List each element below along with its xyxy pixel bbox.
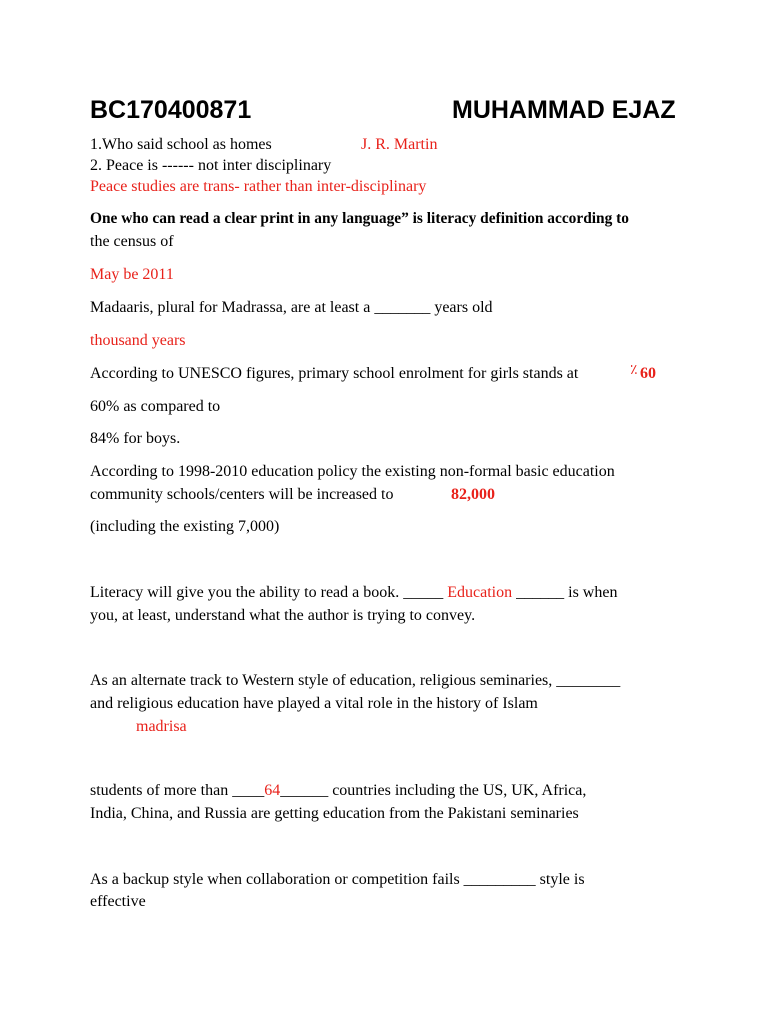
question-5-line-2: 60% as compared to xyxy=(90,398,221,415)
question-3-line-2: the census of xyxy=(90,233,174,250)
question-5-line-1: According to UNESCO figures, primary school enrolment for girls stands at xyxy=(90,365,579,382)
student-id: BC170400871 xyxy=(90,96,252,124)
question-4: Madaaris, plural for Madrassa, are at least a _______ years old xyxy=(90,299,493,316)
answer-5: 60 xyxy=(640,365,656,382)
question-9-post: ______ countries including the US, UK, Africa, xyxy=(280,782,587,799)
student-name: MUHAMMAD EJAZ xyxy=(452,96,676,124)
question-10-line-2: effective xyxy=(90,893,146,910)
question-7-post: ______ is when xyxy=(512,584,618,601)
answer-3: May be 2011 xyxy=(90,266,174,283)
question-1: 1.Who said school as homes xyxy=(90,136,272,153)
question-3-line-1: One who can read a clear print in any language” is literacy definition according to xyxy=(90,210,629,227)
question-5-line-3: 84% for boys. xyxy=(90,430,181,447)
question-7-pre: Literacy will give you the ability to read a book. _____ xyxy=(90,584,448,601)
question-7-line-1 xyxy=(90,582,617,604)
question-2: 2. Peace is ------ not inter disciplinary xyxy=(90,157,332,174)
answer-2: Peace studies are trans- rather than inter-disciplinary xyxy=(90,178,427,195)
answer-5-symbol: ٪ xyxy=(630,363,638,378)
question-9-line-1 xyxy=(90,780,586,802)
answer-9: 64 xyxy=(264,782,281,799)
question-8-line-2: and religious education have played a vital role in the history of Islam xyxy=(90,695,538,712)
question-9-line-2: India, China, and Russia are getting education from the Pakistani seminaries xyxy=(90,805,579,822)
answer-1: J. R. Martin xyxy=(361,136,438,153)
answer-8: madrisa xyxy=(136,718,187,735)
question-6-line-1: According to 1998-2010 education policy the existing non-formal basic education xyxy=(90,463,615,480)
question-9-pre: students of more than ____ xyxy=(90,782,265,799)
question-8-line-1: As an alternate track to Western style of education, religious seminaries, ________ xyxy=(90,672,621,689)
answer-7: Education xyxy=(447,584,513,601)
question-7-line-2: you, at least, understand what the author is trying to convey. xyxy=(90,607,476,624)
answer-4: thousand years xyxy=(90,332,186,349)
question-6-line-2: community schools/centers will be increased to xyxy=(90,486,394,503)
question-10-line-1: As a backup style when collaboration or competition fails _________ style is xyxy=(90,871,585,888)
answer-6: 82,000 xyxy=(451,486,495,503)
question-6-line-3: (including the existing 7,000) xyxy=(90,518,280,535)
